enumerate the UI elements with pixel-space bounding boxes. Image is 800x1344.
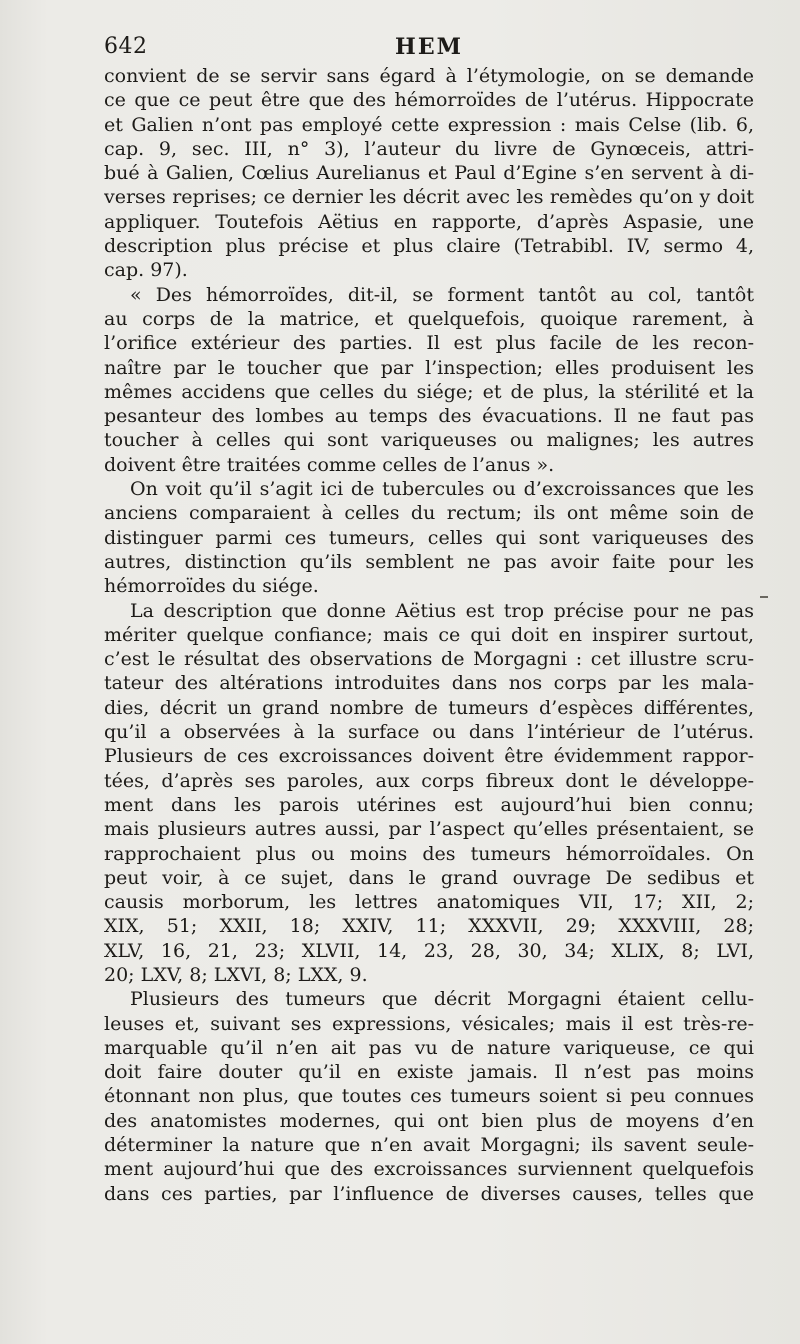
text-line: dies, décrit un grand nombre de tumeurs d’espèces différentes,	[104, 696, 754, 719]
text-line: et Galien n’ont pas employé cette expression : mais Celse (lib. 6,	[104, 113, 754, 136]
text-line: 20; LXV, 8; LXVI, 8; LXX, 9.	[104, 963, 368, 986]
text-line: cap. 9, sec. III, n° 3), l’auteur du livre de Gynœceis, attri-	[104, 137, 754, 160]
text-line: description plus précise et plus claire (Tetrabibl. IV, sermo 4,	[104, 235, 754, 258]
text-line: causis morborum, les lettres anatomiques VII, 17; XII, 2;	[104, 891, 754, 914]
text-line: doivent être traitées comme celles de l’anus ».	[104, 453, 555, 476]
text-line: naître par le toucher que par l’inspection; elles produisent les	[104, 356, 754, 379]
text-line: mais plusieurs autres aussi, par l’aspect qu’elles présentaient, se	[104, 818, 754, 841]
text-line: au corps de la matrice, et quelquefois, quoique rarement, à	[104, 307, 754, 330]
text-line: toucher à celles qui sont variqueuses ou malignes; les autres	[104, 429, 754, 452]
text-line: rapprochaient plus ou moins des tumeurs hémorroïdales. On	[104, 842, 754, 865]
text-line: verses reprises; ce dernier les décrit avec les remèdes qu’on y doit	[104, 186, 754, 209]
text-line: étonnant non plus, que toutes ces tumeurs soient si peu connues	[104, 1085, 754, 1108]
text-line: La description que donne Aëtius est trop précise pour ne pas	[130, 599, 754, 622]
text-line: appliquer. Toutefois Aëtius en rapporte, d’après Aspasie, une	[104, 210, 754, 233]
text-line: autres, distinction qu’ils semblent ne pas avoir faite pour les	[104, 550, 754, 573]
text-line: c’est le résultat des observations de Morgagni : cet illustre scru-	[104, 648, 754, 671]
text-line: qu’il a observées à la surface ou dans l’intérieur de l’utérus.	[104, 721, 754, 744]
text-line: pesanteur des lombes au temps des évacuations. Il ne faut pas	[104, 405, 754, 428]
text-line: ment aujourd’hui que des excroissances surviennent quelquefois	[104, 1158, 754, 1181]
text-line: leuses et, suivant ses expressions, vésicales; mais il est très-re-	[104, 1012, 754, 1035]
text-line: des anatomistes modernes, qui ont bien plus de moyens d’en	[104, 1109, 754, 1132]
text-line: l’orifice extérieur des parties. Il est plus facile de les recon-	[104, 332, 754, 355]
text-line: ce que ce peut être que des hémorroïdes de l’utérus. Hippocrate	[104, 89, 754, 112]
text-line: tées, d’après ses paroles, aux corps fibreux dont le développe-	[104, 769, 754, 792]
text-line: anciens comparaient à celles du rectum; ils ont même soin de	[104, 502, 754, 525]
text-line: cap. 97).	[104, 259, 188, 282]
text-line: dans ces parties, par l’influence de diverses causes, telles que	[104, 1182, 754, 1205]
text-line: Plusieurs des tumeurs que décrit Morgagni étaient cellu-	[130, 988, 754, 1011]
margin-mark	[760, 596, 768, 598]
text-line: Plusieurs de ces excroissances doivent être évidemment rappor-	[104, 745, 754, 768]
text-line: XIX, 51; XXII, 18; XXIV, 11; XXXVII, 29; XXXVIII, 28;	[104, 915, 754, 938]
body-text	[104, 64, 754, 1206]
text-line: On voit qu’il s’agit ici de tubercules ou d’excroissances que les	[130, 478, 754, 501]
text-line: bué à Galien, Cœlius Aurelianus et Paul d’Egine s’en servent à di-	[104, 162, 754, 185]
text-line: distinguer parmi ces tumeurs, celles qui sont variqueuses des	[104, 526, 754, 549]
running-head: HEM	[395, 34, 463, 60]
text-line: mêmes accidens que celles du siége; et de plus, la stérilité et la	[104, 380, 754, 403]
text-line: tateur des altérations introduites dans nos corps par les mala-	[104, 672, 754, 695]
text-line: déterminer la nature que n’en avait Morgagni; ils savent seule-	[104, 1134, 754, 1157]
page-number: 642	[104, 34, 148, 59]
text-line: ment dans les parois utérines est aujourd’hui bien connu;	[104, 793, 754, 816]
text-line: peut voir, à ce sujet, dans le grand ouvrage De sedibus et	[104, 866, 754, 889]
text-line: « Des hémorroïdes, dit-il, se forment tantôt au col, tantôt	[130, 283, 754, 306]
text-line: XLV, 16, 21, 23; XLVII, 14, 23, 28, 30, 34; XLIX, 8; LVI,	[104, 939, 754, 962]
text-line: convient de se servir sans égard à l’étymologie, on se demande	[104, 65, 754, 87]
text-line: mériter quelque confiance; mais ce qui doit en inspirer surtout,	[104, 623, 754, 646]
text-line: marquable qu’il n’en ait pas vu de nature variqueuse, ce qui	[104, 1036, 754, 1059]
text-line: hémorroïdes du siége.	[104, 575, 319, 598]
page-header	[104, 34, 754, 64]
text-line: doit faire douter qu’il en existe jamais. Il n’est pas moins	[104, 1061, 754, 1084]
